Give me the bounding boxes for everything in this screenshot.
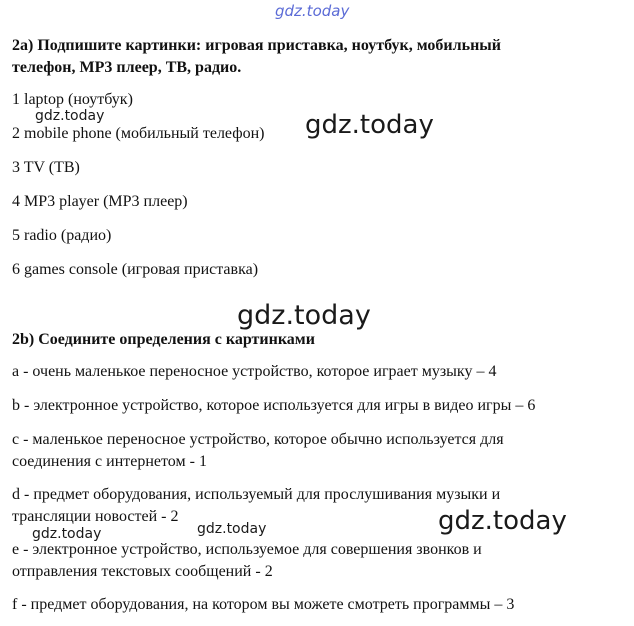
section-2a-item-6: 6 games console (игровая приставка)	[12, 261, 259, 278]
section-2b-heading: 2b) Соедините определения с картинками	[12, 331, 315, 348]
section-2b-item-d-line1: d - предмет оборудования, используемый для прослушивания музыки и	[12, 486, 501, 503]
section-2b-item-c-line1: c - маленькое переносное устройство, которое обычно используется для	[12, 431, 504, 448]
watermark: gdz.today	[305, 110, 434, 140]
section-2a-heading-line1: 2a) Подпишите картинки: игровая приставка, ноутбук, мобильный	[12, 37, 501, 54]
section-2a-item-5: 5 radio (радио)	[12, 227, 112, 244]
section-2b-item-b: b - электронное устройство, которое используется для игры в видео игры – 6	[12, 397, 536, 414]
section-2a-item-3: 3 TV (ТВ)	[12, 159, 80, 176]
watermark: gdz.today	[197, 521, 267, 537]
section-2a-heading-line2: телефон, MP3 плеер, ТВ, радио.	[12, 59, 242, 76]
section-2a-item-1: 1 laptop (ноутбук)	[12, 91, 133, 108]
section-2b-item-c-line2: соединения с интернетом - 1	[12, 453, 207, 470]
watermark: gdz.today	[237, 300, 371, 331]
section-2b-item-e-line1: e - электронное устройство, используемое для совершения звонков и	[12, 541, 482, 558]
watermark-top: gdz.today	[275, 2, 350, 20]
section-2b-item-d-line2: трансляции новостей - 2	[12, 508, 179, 525]
section-2b-item-a: a - очень маленькое переносное устройство, которое играет музыку – 4	[12, 363, 497, 380]
watermark: gdz.today	[438, 506, 567, 536]
watermark: gdz.today	[32, 526, 102, 542]
section-2b-item-f: f - предмет оборудования, на котором вы можете смотреть программы – 3	[12, 596, 515, 613]
section-2b-item-e-line2: отправления текстовых сообщений - 2	[12, 563, 273, 580]
section-2a-item-4: 4 MP3 player (MP3 плеер)	[12, 193, 188, 210]
section-2a-item-2: 2 mobile phone (мобильный телефон)	[12, 125, 265, 142]
watermark: gdz.today	[35, 108, 105, 124]
